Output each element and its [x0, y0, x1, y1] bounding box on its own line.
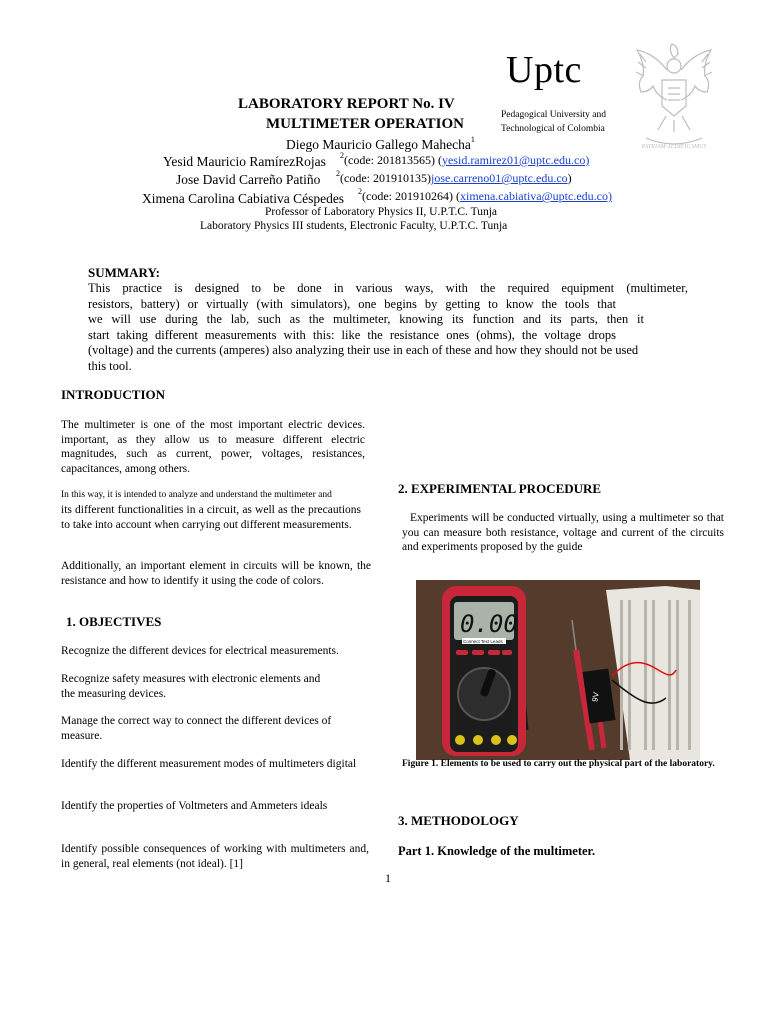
author-2-email-link[interactable]: yesid.ramirez01@uptc.edu.co) [441, 153, 590, 167]
objectives-heading: 1. OBJECTIVES [66, 614, 162, 629]
author-3-details [336, 171, 572, 186]
author-4-sup: 2 [358, 187, 362, 196]
summary-text [88, 281, 688, 374]
author-4-name: Ximena Carolina Cabiativa Céspedes [142, 191, 345, 206]
experimental-procedure-text: Experiments will be conducted virtually, using a multimeter so that you can measure both resistance, voltage and current of the circuits and experiments proposed by the guide [402, 512, 724, 553]
author-1 [286, 137, 475, 153]
intro-paragraph-3: Additionally, an important element in circuits will be known, the resistance and how to identify it using the code of colors. [61, 560, 371, 587]
multimeter-display-value: 0.00 [460, 610, 518, 638]
objective-item: Identify the different measurement modes of multimeters digital [61, 758, 357, 770]
author-3-code: (code: 201910135) [340, 171, 431, 185]
multimeter [442, 586, 526, 756]
logo-name: Uptc [506, 49, 582, 91]
logo-subtitle [501, 108, 606, 136]
summary-line: start taking different measurements with this: like the resistance ones (ohms), the voltage drops [88, 327, 616, 342]
report-title-line1: LABORATORY REPORT No. IV [238, 96, 455, 112]
multimeter-display-note: Connect Test Leads [463, 639, 503, 644]
objective-item: Recognize safety measures with electronic elements and the measuring devices. [61, 673, 321, 700]
author-1-name: Diego Mauricio Gallego Mahecha [286, 137, 471, 152]
figure-1-photo [416, 580, 700, 760]
author-2-sup: 2 [340, 151, 344, 160]
summary-line: This practice is designed to be done in various ways, with the required equipment (multimeter, [88, 281, 688, 295]
author-4-details [358, 189, 612, 204]
battery-label: 9V [590, 691, 601, 703]
objective-item: Recognize the different devices for electrical measurements. [61, 645, 339, 657]
author-2-code: (code: 201813565) ( [344, 153, 442, 167]
author-4-code: (code: 201910264) ( [362, 189, 460, 203]
intro-paragraph-1: The multimeter is one of the most important electric devices. important, as they allow us to measure different electric magnitudes, such as current, power, voltages, resistances, capacitances, among others. [61, 419, 365, 475]
lab-equipment-image [416, 580, 700, 760]
author-3-email-link[interactable]: jose.carreno01@uptc.edu.co [430, 171, 568, 185]
author-1-sup: 1 [470, 135, 475, 144]
summary-line: this tool. [88, 358, 132, 373]
author-3-close: ) [567, 171, 572, 185]
objective-item: Manage the correct way to connect the different devices of measure. [61, 715, 332, 742]
logo-subtitle-line2: Technological of Colombia [501, 124, 605, 134]
author-2-details [340, 153, 589, 168]
report-title-line2: MULTIMETER OPERATION [266, 116, 464, 132]
seal-motto: PATRIAM AEDIFICAMUS [641, 144, 707, 150]
author-3-name: Jose David Carreño Patiño [176, 172, 321, 187]
affiliation-students: Laboratory Physics III students, Electronic Faculty, U.P.T.C. Tunja [200, 220, 508, 232]
intro-paragraph-2: its different functionalities in a circuit, as well as the precautions to take into account when carrying out different measurements. [61, 504, 361, 531]
summary-line: resistors, battery) or virtually (with simulators), one begins by getting to know the tools that [88, 296, 616, 311]
author-2-name: Yesid Mauricio RamírezRojas [163, 154, 326, 169]
experimental-procedure-heading: 2. EXPERIMENTAL PROCEDURE [398, 481, 602, 496]
figure-1-caption: Figure 1. Elements to be used to carry out the physical part of the laboratory. [402, 759, 715, 769]
author-4-email-link[interactable]: ximena.cabiativa@uptc.edu.co) [459, 189, 612, 203]
methodology-heading: 3. METHODOLOGY [398, 813, 519, 828]
summary-heading: SUMMARY: [88, 265, 161, 280]
eagle-seal-icon [632, 40, 716, 150]
logo-subtitle-line1: Pedagogical University and [501, 110, 607, 120]
objective-item: Identify possible consequences of working with multimeters and, in general, real elements (not ideal). [1] [61, 843, 369, 870]
intro-paragraph-2-first: In this way, it is intended to analyze and understand the multimeter and [61, 490, 332, 500]
affiliation-professor: Professor of Laboratory Physics II, U.P.T.C. Tunja [265, 206, 498, 218]
introduction-heading: INTRODUCTION [61, 387, 166, 402]
methodology-part-1: Part 1. Knowledge of the multimeter. [398, 844, 596, 858]
author-3-sup: 2 [336, 169, 340, 178]
breadboard [606, 586, 700, 760]
page-number: 1 [385, 871, 391, 885]
objective-item: Identify the properties of Voltmeters and Ammeters ideals [61, 800, 328, 812]
summary-line: we will use during the lab, such as the multimeter, knowing its function and its parts, then it [88, 312, 644, 326]
summary-line: (voltage) and the currents (amperes) also analyzing their use in each of these and how they should not be used [88, 343, 639, 357]
